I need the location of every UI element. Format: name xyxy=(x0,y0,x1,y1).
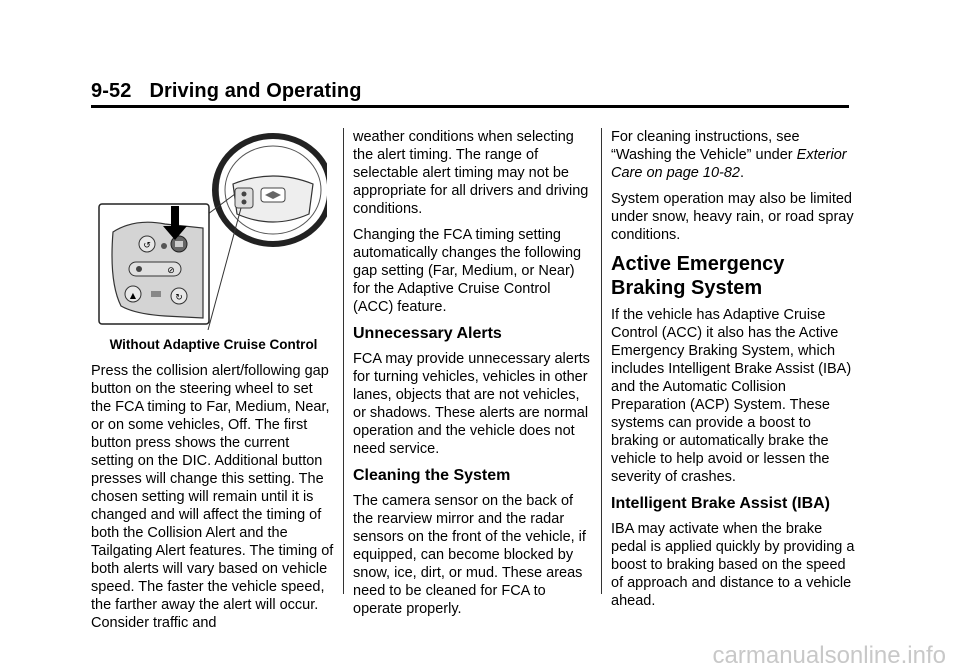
column-3 xyxy=(611,128,856,618)
svg-text:↺: ↺ xyxy=(143,241,151,251)
body-paragraph: Press the collision alert/following gap button on the steering wheel to set the FCA timing to Far, Medium, Near, or on some vehicles, Off. The first button press shows the current setting on the DIC. Additional button presses will change this setting. The chosen setting will remain until it is changed and will affect the timing of both the Collision Alert and the Tailgating Alert features. The timing of both alerts will vary based on vehicle speed. The faster the vehicle speed, the farther away the alert will occur. Consider traffic and xyxy=(91,363,334,631)
steering-wheel-figure xyxy=(95,132,327,330)
svg-text:↻: ↻ xyxy=(175,293,183,303)
heading-active-emergency-braking: Active Emergency Braking System xyxy=(611,253,785,299)
page-header xyxy=(91,80,362,103)
figure-caption: Without Adaptive Cruise Control xyxy=(109,337,318,352)
body-paragraph: weather conditions when selecting the alert timing. The range of selectable alert timing may not be appropriate for all drivers and driving conditions. xyxy=(353,129,589,217)
body-paragraph: FCA may provide unnecessary alerts for turning vehicles, vehicles in other lanes, objects that are not vehicles, or shadows. These alerts are normal operation and the vehicle does not need service. xyxy=(353,351,590,457)
cleaning-instructions-text: For cleaning instructions, see “Washing the Vehicle” under xyxy=(611,129,800,163)
svg-text:▲: ▲ xyxy=(129,291,137,300)
column-divider-1 xyxy=(343,128,344,594)
cross-reference-link[interactable]: Exterior Care on page 10-82 xyxy=(611,147,847,181)
svg-text:⊘: ⊘ xyxy=(167,266,175,276)
subheading-unnecessary-alerts: Unnecessary Alerts xyxy=(353,325,502,342)
section-title: Driving and Operating xyxy=(149,80,362,102)
column-1 xyxy=(91,128,336,640)
column-2 xyxy=(353,128,593,626)
watermark: carmanualsonline.info xyxy=(712,642,946,669)
body-paragraph: The camera sensor on the back of the rearview mirror and the radar sensors on the front of the vehicle, if equipped, can become blocked by snow, ice, dirt, or mud. These areas need to be cleaned for FCA to operate properly. xyxy=(353,493,586,617)
steering-wheel-controls-illustration xyxy=(95,132,327,330)
column-divider-2 xyxy=(601,128,602,594)
body-paragraph: System operation may also be limited under snow, heavy rain, or road spray conditions. xyxy=(611,191,854,243)
subheading-cleaning-system: Cleaning the System xyxy=(353,467,511,484)
body-paragraph: If the vehicle has Adaptive Cruise Control (ACC) it also has the Active Emergency Braking System, which includes Intelligent Brake Assist (IBA) and the Automatic Collision Preparation (ACP) System. These systems can provide a boost to braking or automatically brake the vehicle to help avoid or lessen the severity of crashes. xyxy=(611,307,852,485)
period: . xyxy=(740,165,745,181)
body-paragraph: Changing the FCA timing setting automatically changes the following gap setting (Far, Medium, or Near) for the Adaptive Cruise Control (ACC) feature. xyxy=(353,227,582,315)
subheading-intelligent-brake-assist: Intelligent Brake Assist (IBA) xyxy=(611,495,831,512)
header-rule xyxy=(91,105,849,108)
page-number: 9-52 xyxy=(91,80,132,102)
body-paragraph xyxy=(611,128,856,182)
body-paragraph: IBA may activate when the brake pedal is applied quickly by providing a boost to braking based on the speed of approach and distance to a vehicle ahead. xyxy=(611,521,855,609)
